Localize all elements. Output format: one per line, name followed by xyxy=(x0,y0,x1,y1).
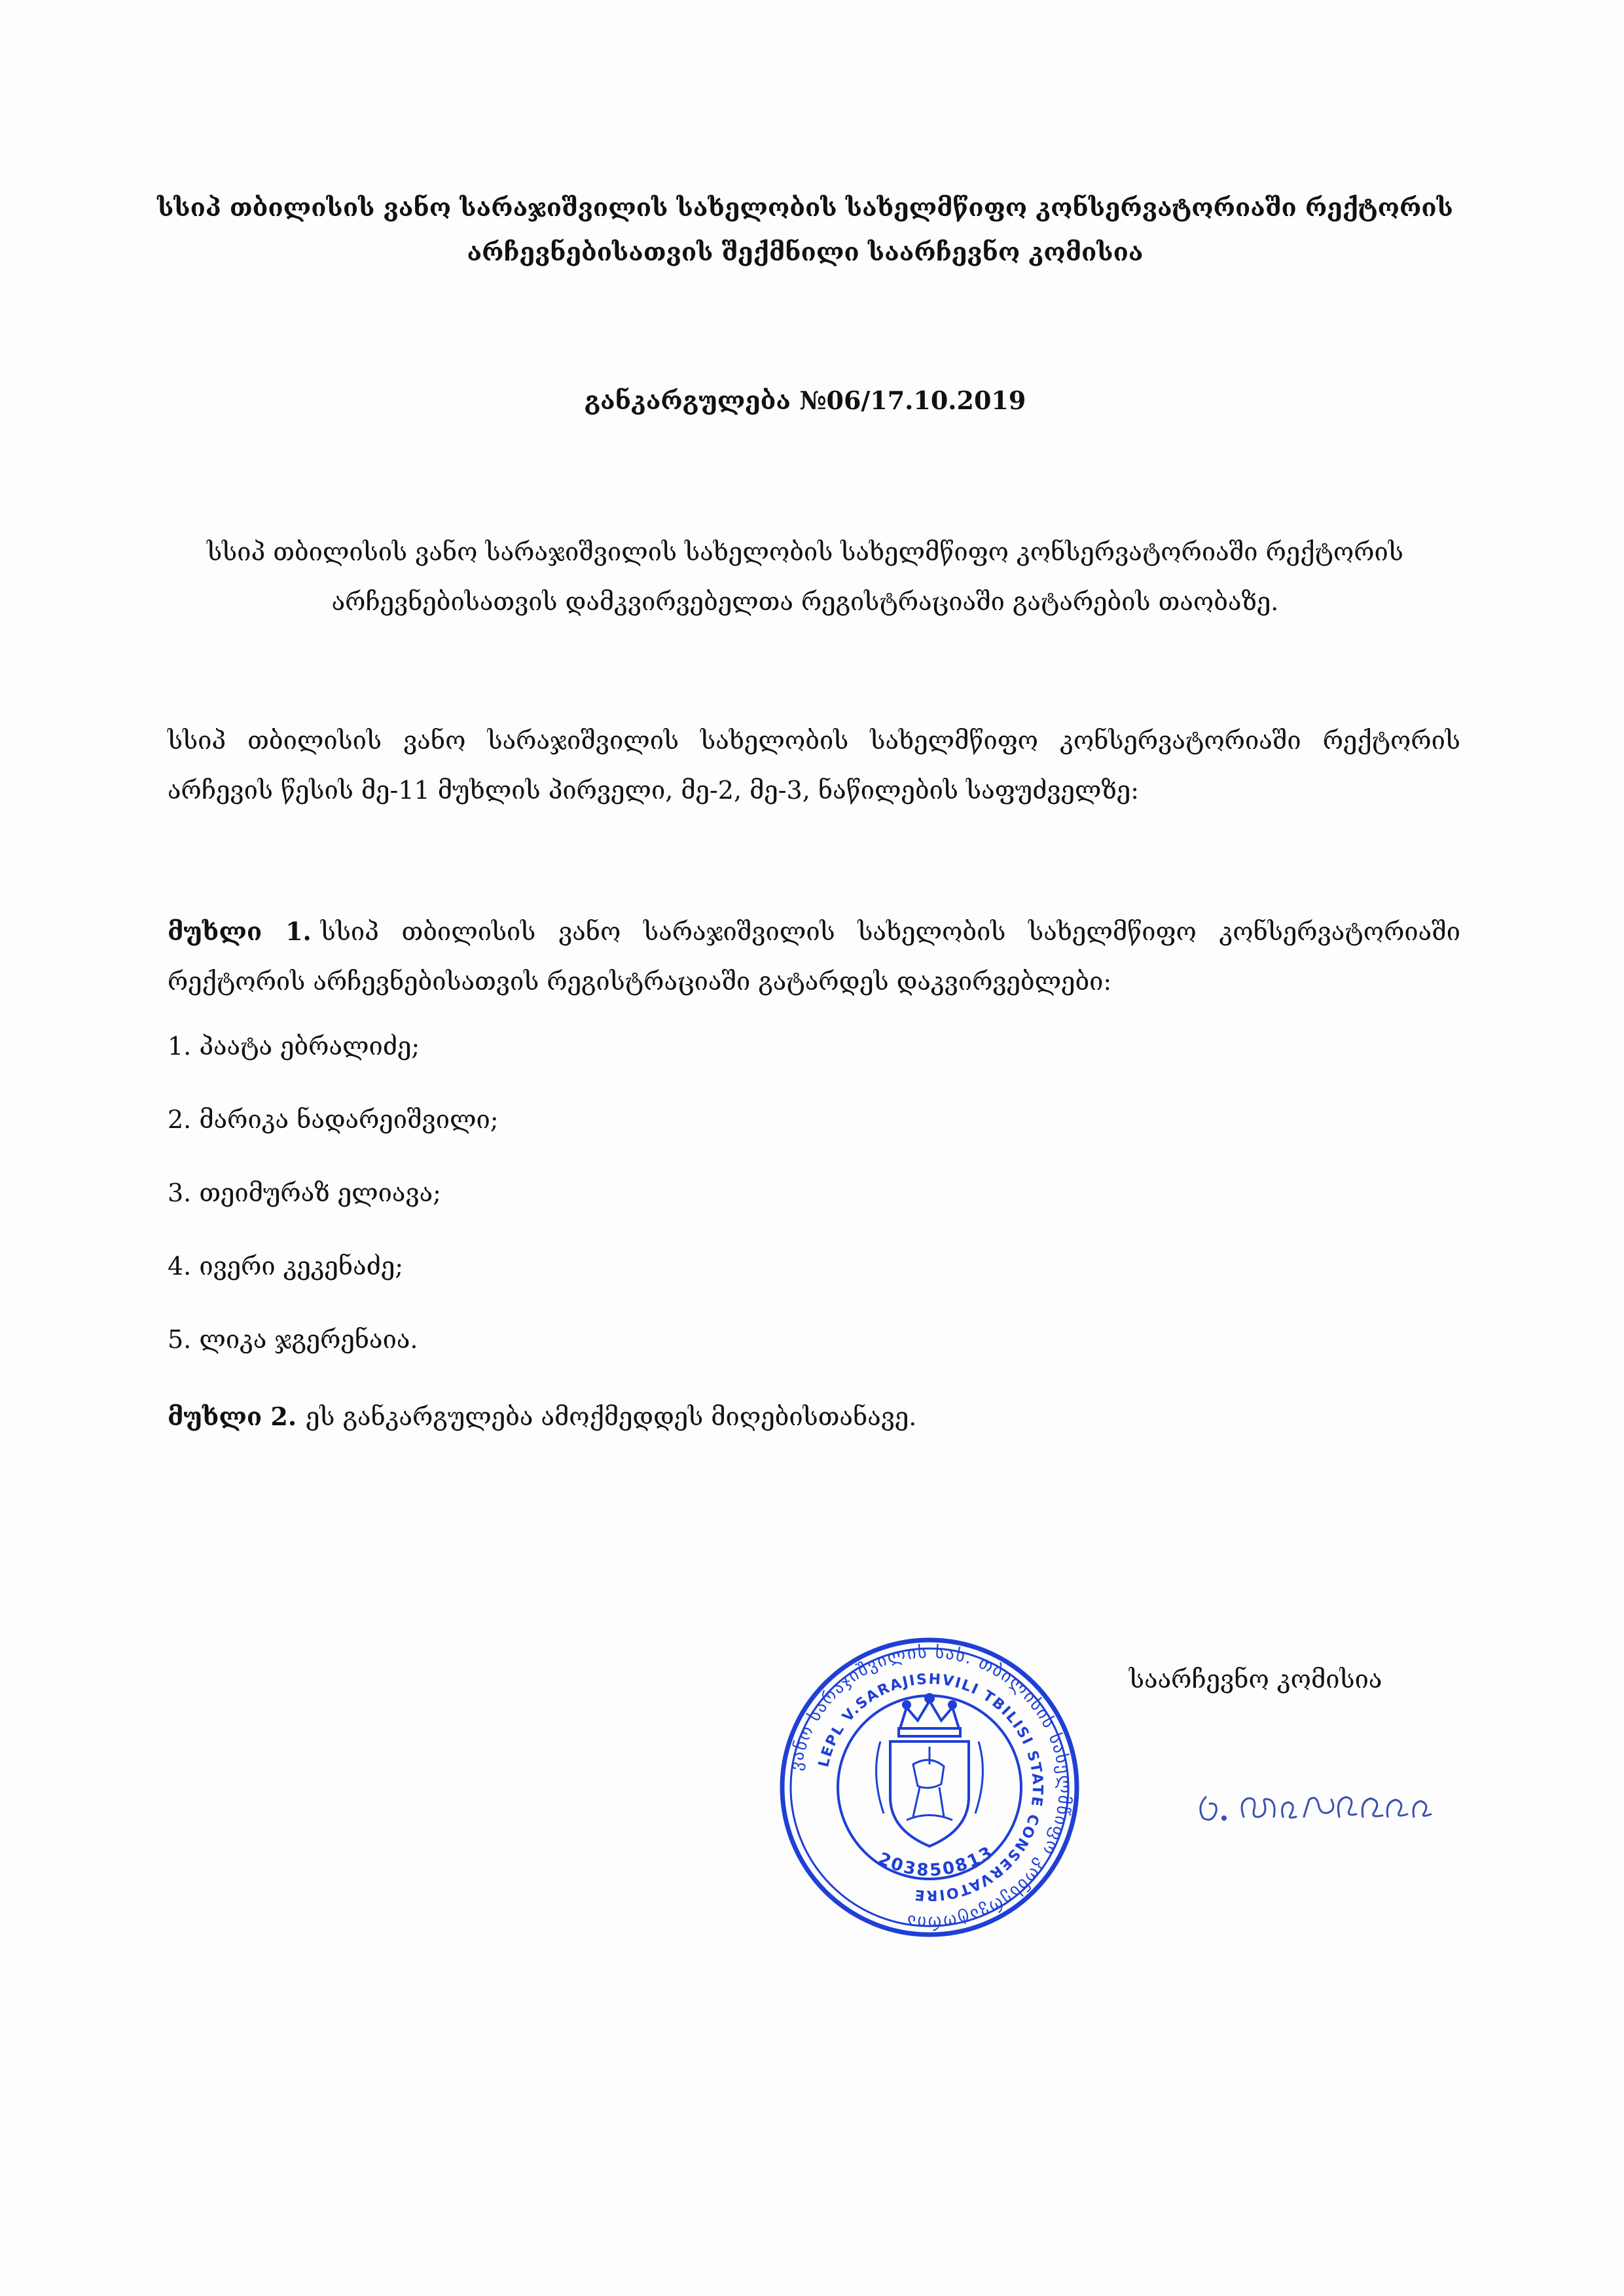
article-2-text: ეს განკარგულება ამოქმედდეს მიღებისთანავე. xyxy=(306,1402,917,1431)
list-item: 1. პაატა ებრალიძე; xyxy=(168,1032,420,1061)
article-2 xyxy=(168,1392,1460,1442)
coat-of-arms-icon xyxy=(876,1694,983,1846)
heading-line-2: არჩევნებისათვის შექმნილი საარჩევნო კომისია xyxy=(467,237,1144,266)
list-item: 4. ივერი კეკენაძე; xyxy=(168,1252,404,1281)
article-1 xyxy=(168,907,1460,1006)
observers-list xyxy=(168,1021,1411,1388)
subject-line-1: სსიპ თბილისის ვანო სარაჯიშვილის სახელობის სახელმწიფო კონსერვატორიაში რექტორის xyxy=(207,538,1403,566)
article-1-title: მუხლი 1. xyxy=(168,917,312,946)
article-1-text: სსიპ თბილისის ვანო სარაჯიშვილის სახელობის სახელმწიფო კონსერვატორიაში რექტორის არჩევნებისათვის რეგისტრაციაში გატარდეს დაკვირვებლები: xyxy=(168,917,1460,996)
list-item: 2. მარიკა ნადარეიშვილი; xyxy=(168,1105,499,1134)
handwritten-signature xyxy=(1191,1771,1440,1830)
list-item: 5. ლიკა ჯგერენაია. xyxy=(168,1325,418,1354)
subject-line-2: არჩევნებისათვის დამკვირვებელთა რეგისტრაციაში გატარების თაობაზე. xyxy=(331,587,1279,616)
legal-basis-paragraph: სსიპ თბილისის ვანო სარაჯიშვილის სახელობის სახელმწიფო კონსერვატორიაში რექტორის არჩევის წესის მე-11 მუხლის პირველი, მე-2, მე-3, ნაწილების საფუძველზე: xyxy=(168,726,1460,805)
stamp-ring-text: ვანო სარაჯიშვილის სახ. თბილისის სახელმწიფო კონსერვატორია xyxy=(785,1642,1075,1933)
stamp-latin-text: LEPL V.SARAJISHVILI TBILISI STATE CONSERVATOIRE xyxy=(816,1671,1046,1904)
committee-signature-label: საარჩევნო კომისია xyxy=(1129,1665,1382,1694)
document-heading xyxy=(151,185,1460,274)
article-2-title: მუხლი 2. xyxy=(168,1402,297,1431)
heading-line-1: სსიპ თბილისის ვანო სარაჯიშვილის სახელობის სახელმწიფო კონსერვატორიაში რექტორის xyxy=(157,192,1453,222)
official-stamp xyxy=(772,1630,1087,1944)
order-subject xyxy=(151,527,1460,627)
list-item: 3. თეიმურაზ ელიავა; xyxy=(168,1178,441,1207)
order-number: განკარგულება №06/17.10.2019 xyxy=(584,386,1026,415)
stamp-code: 203850813 xyxy=(875,1842,998,1881)
